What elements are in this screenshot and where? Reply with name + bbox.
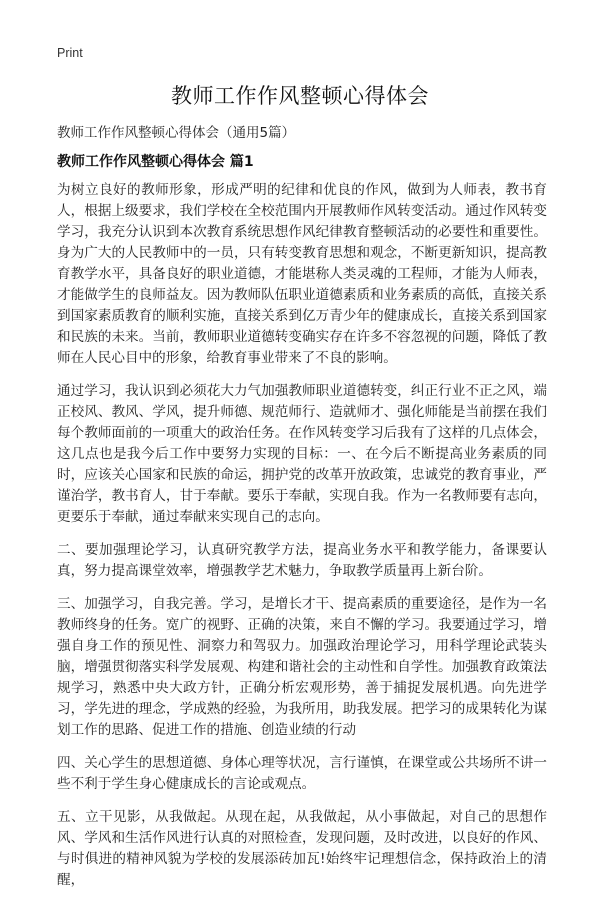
paragraph-4: 三、加强学习，自我完善。学习，是增长才干、提高素质的重要途径，是作为一名教师终身的任务。宽广的视野、正确的决策，来自不懈的学习。我要通过学习，增强自身工作的预见性、洞察力和驾驭力。加强政治理论学习，用科学理论武装头脑，增强贯彻落实科学发展观、构建和谐社会的主动性和自学性。加强教育政策法规学习，熟悉中央大政方针，正确分析宏观形势，善于捕捉发展机遇。向先进学习，学先进的理念，学成熟的经验，为我所用，助我发展。把学习的成果转化为谋划工作的思路、促进工作的措施、创造业绩的行动 bbox=[57, 596, 547, 738]
article-body bbox=[57, 180, 547, 903]
paragraph-6: 五、立干见影，从我做起。从现在起，从我做起，从小事做起，对自己的思想作风、学风和生活作风进行认真的对照检查，发现问题，及时改进，以良好的作风、与时俱进的精神风貌为学校的发展添砖加瓦!始终牢记理想信念，保持政治上的清醒， bbox=[57, 809, 547, 888]
document-subtitle: 教师工作作风整顿心得体会（通用5篇） bbox=[57, 125, 296, 141]
paragraph-1: 为树立良好的教师形象，形成严明的纪律和优良的作风，做到为人师表，教书育人，根据上级要求，我们学校在全校范围内开展教师作风转变活动。通过作风转变学习，我充分认识到本次教育系统思想作风纪律教育整顿活动的必要性和重要性。身为广大的人民教师中的一员，只有转变教育思想和观念，不断更新知识，提高教育教学水平，具备良好的职业道德，才能堪称人类灵魂的工程师，才能为人师表，才能做学生的良师益友。因为教师队伍职业道德素质和业务素质的高低，直接关系到国家素质教育的顺利实施，直接关系到亿万青少年的健康成长，直接关系到国家和民族的未来。当前，教师职业道德转变确实存在许多不容忽视的问题，降低了教师在人民心目中的形象，给教育事业带来了不良的影响。 bbox=[57, 182, 547, 366]
section-heading: 教师工作作风整顿心得体会 篇1 bbox=[57, 154, 254, 170]
paragraph-2: 通过学习，我认识到必须花大力气加强教师职业道德转变，纠正行业不正之风，端正校风、教风、学风，提升师德、规范师行、造就师才、强化师能是当前摆在我们每个教师面前的一项重大的政治任务。在作风转变学习后我有了这样的几点体会，这几点也是我今后工作中要努力实现的目标：一、在今后不断提高业务素质的同时，应该关心国家和民族的命运，拥护党的改革开放政策，忠诚党的教育事业，严谨治学，教书育人，甘于奉献。要乐于奉献，实现自我。作为一名教师要有志向，更要乐于奉献，通过奉献来实现自己的志向。 bbox=[57, 383, 547, 525]
paragraph-3: 二、要加强理论学习，认真研究教学方法，提高业务水平和教学能力，备课要认真，努力提高课堂效率，增强教学艺术魅力，争取教学质量再上新台阶。 bbox=[57, 542, 547, 579]
print-link[interactable]: Print bbox=[57, 46, 83, 60]
paragraph-5: 四、关心学生的思想道德、身体心理等状况，言行谨慎，在课堂或公共场所不讲一些不利于学生身心健康成长的言论或观点。 bbox=[57, 755, 547, 792]
page-title: 教师工作作风整顿心得体会 bbox=[171, 84, 429, 108]
